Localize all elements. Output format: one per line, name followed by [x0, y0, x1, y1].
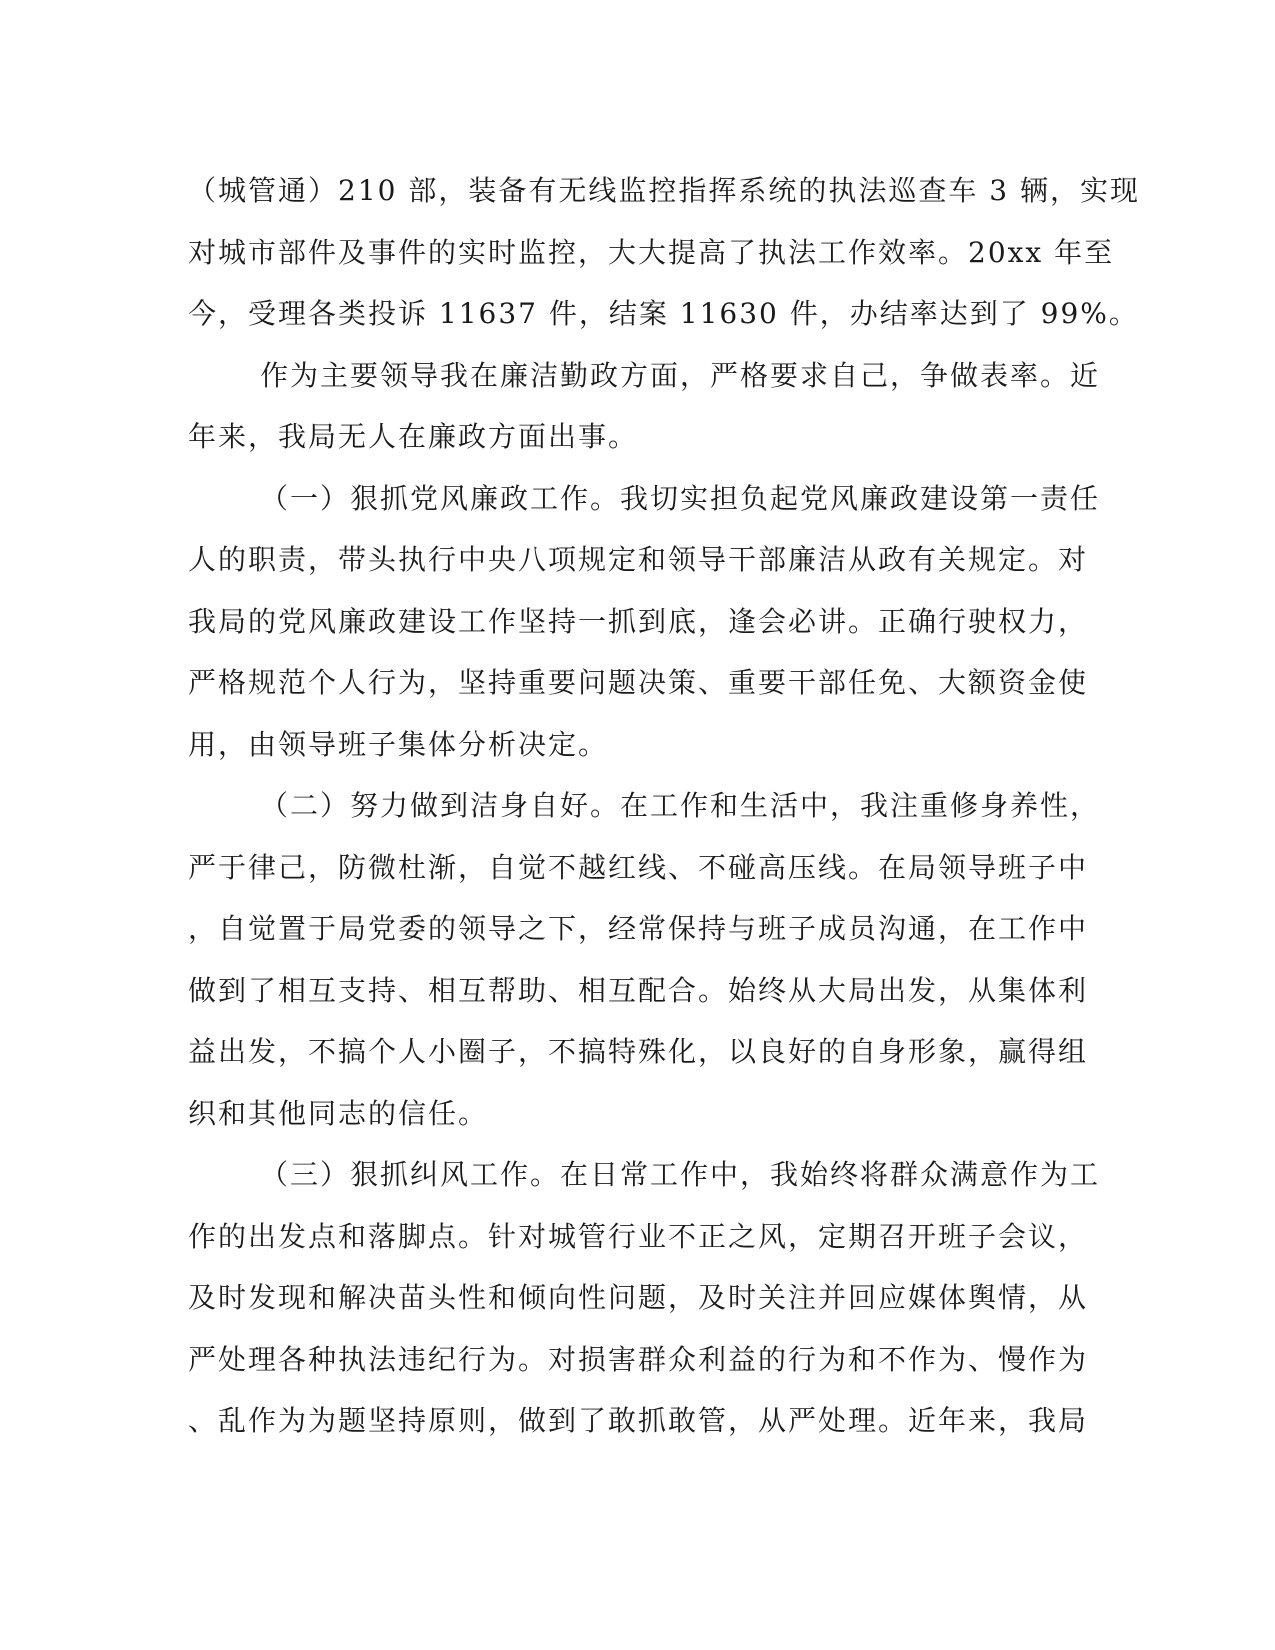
paragraph-first-line: （一）狠抓党风廉政工作。我切实担负起党风廉政建设第一责任 — [260, 481, 1101, 515]
text-line: 对城市部件及事件的实时监控，大大提高了执法工作效率。20xx 年至 — [188, 235, 1115, 269]
text-line: 、乱作为为题坚持原则，做到了敢抓敢管，从严处理。近年来，我局 — [188, 1404, 1089, 1437]
paragraph-first-line: 作为主要领导我在廉洁勤政方面，严格要求自己，争做表率。近 — [260, 358, 1101, 392]
text-line: 严于律己，防微杜渐，自觉不越红线、不碰高压线。在局领导班子中 — [188, 850, 1089, 884]
paragraph-first-line: （二）努力做到洁身自好。在工作和生活中，我注重修身养性， — [260, 789, 1101, 822]
text-line: 严处理各种执法违纪行为。对损害群众利益的行为和不作为、慢作为 — [188, 1342, 1089, 1376]
text-line: 我局的党风廉政建设工作坚持一抓到底，逢会必讲。正确行驶权力， — [188, 604, 1089, 638]
text-line: 做到了相互支持、相互帮助、相互配合。始终从大局出发，从集体利 — [188, 973, 1089, 1007]
text-line: 益出发，不搞个人小圈子，不搞特殊化，以良好的自身形象，赢得组 — [188, 1035, 1089, 1068]
text-line: 人的职责，带头执行中央八项规定和领导干部廉洁从政有关规定。对 — [188, 543, 1089, 576]
text-line: （城管通）210 部，装备有无线监控指挥系统的执法巡查车 3 辆，实现 — [188, 174, 1140, 207]
text-line: 作的出发点和落脚点。针对城管行业不正之风，定期召开班子会议， — [188, 1219, 1089, 1253]
text-line: 用，由领导班子集体分析决定。 — [188, 727, 609, 761]
text-line: 严格规范个人行为，坚持重要问题决策、重要干部任免、大额资金使 — [188, 666, 1089, 699]
text-line: 今，受理各类投诉 11637 件，结案 11630 件，办结率达到了 99%。 — [188, 297, 1139, 330]
text-line: 年来，我局无人在廉政方面出事。 — [188, 420, 639, 453]
text-line: 织和其他同志的信任。 — [188, 1096, 489, 1130]
paragraph-first-line: （三）狠抓纠风工作。在日常工作中，我始终将群众满意作为工 — [260, 1158, 1101, 1191]
document-body — [188, 160, 1140, 1452]
text-line: ，自觉置于局党委的领导之下，经常保持与班子成员沟通，在工作中 — [188, 912, 1089, 945]
text-line: 及时发现和解决苗头性和倾向性问题，及时关注并回应媒体舆情，从 — [188, 1281, 1089, 1314]
